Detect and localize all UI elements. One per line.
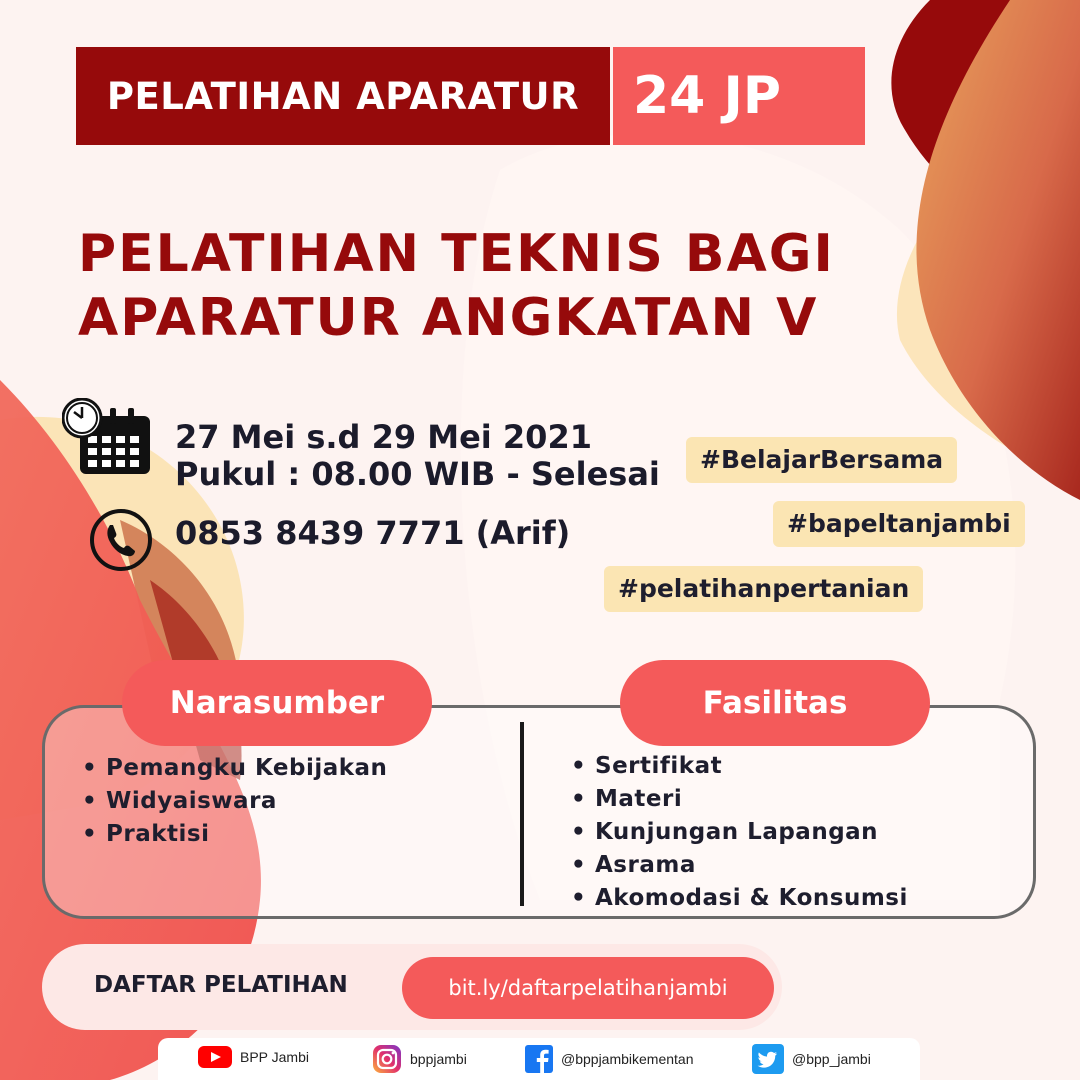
hashtag-belajarbersama: #BelajarBersama [686, 437, 957, 483]
fasilitas-heading [620, 660, 930, 746]
hours-text: 24 JP [633, 66, 781, 126]
fasilitas-heading-text: Fasilitas [702, 685, 848, 721]
list-item: • Asrama [571, 849, 908, 882]
category-text: PELATIHAN APARATUR [106, 74, 580, 118]
panel-divider [520, 722, 524, 906]
register-link[interactable] [402, 957, 774, 1019]
instagram-icon [372, 1044, 402, 1074]
register-label: DAFTAR PELATIHAN [94, 972, 348, 998]
hashtag-bapeltanjambi: #bapeltanjambi [773, 501, 1025, 547]
twitter-icon [752, 1044, 784, 1074]
social-handle: @bppjambikementan [561, 1051, 694, 1067]
event-title-line-2: APARATUR ANGKATAN V [78, 288, 819, 348]
list-item: • Widyaiswara [82, 785, 387, 818]
calendar-clock-icon [62, 398, 154, 478]
contact-phone: 0853 8439 7771 (Arif) [175, 514, 571, 552]
social-handle: bppjambi [410, 1051, 467, 1067]
list-item: • Sertifikat [571, 750, 908, 783]
list-item: • Pemangku Kebijakan [82, 752, 387, 785]
hours-badge [613, 47, 865, 145]
list-item: • Akomodasi & Konsumsi [571, 882, 908, 915]
youtube-icon [198, 1044, 232, 1070]
list-item: • Materi [571, 783, 908, 816]
fasilitas-list [571, 750, 908, 915]
category-banner [76, 47, 610, 145]
hashtag-pelatihanpertanian: #pelatihanpertanian [604, 566, 923, 612]
social-instagram[interactable] [372, 1044, 467, 1074]
list-item: • Kunjungan Lapangan [571, 816, 908, 849]
narasumber-heading [122, 660, 432, 746]
event-date: 27 Mei s.d 29 Mei 2021 [175, 418, 592, 456]
facebook-icon [525, 1044, 553, 1074]
phone-icon [88, 507, 154, 573]
social-twitter[interactable] [752, 1044, 871, 1074]
event-time: Pukul : 08.00 WIB - Selesai [175, 455, 660, 493]
list-item: • Praktisi [82, 818, 387, 851]
social-youtube[interactable] [198, 1044, 309, 1070]
register-link-text: bit.ly/daftarpelatihanjambi [448, 976, 728, 1000]
event-title [78, 222, 978, 350]
social-handle: BPP Jambi [240, 1049, 309, 1065]
social-handle: @bpp_jambi [792, 1051, 871, 1067]
event-title-line-1: PELATIHAN TEKNIS BAGI [78, 224, 835, 284]
social-facebook[interactable] [525, 1044, 694, 1074]
narasumber-list [82, 752, 387, 851]
narasumber-heading-text: Narasumber [169, 685, 385, 721]
